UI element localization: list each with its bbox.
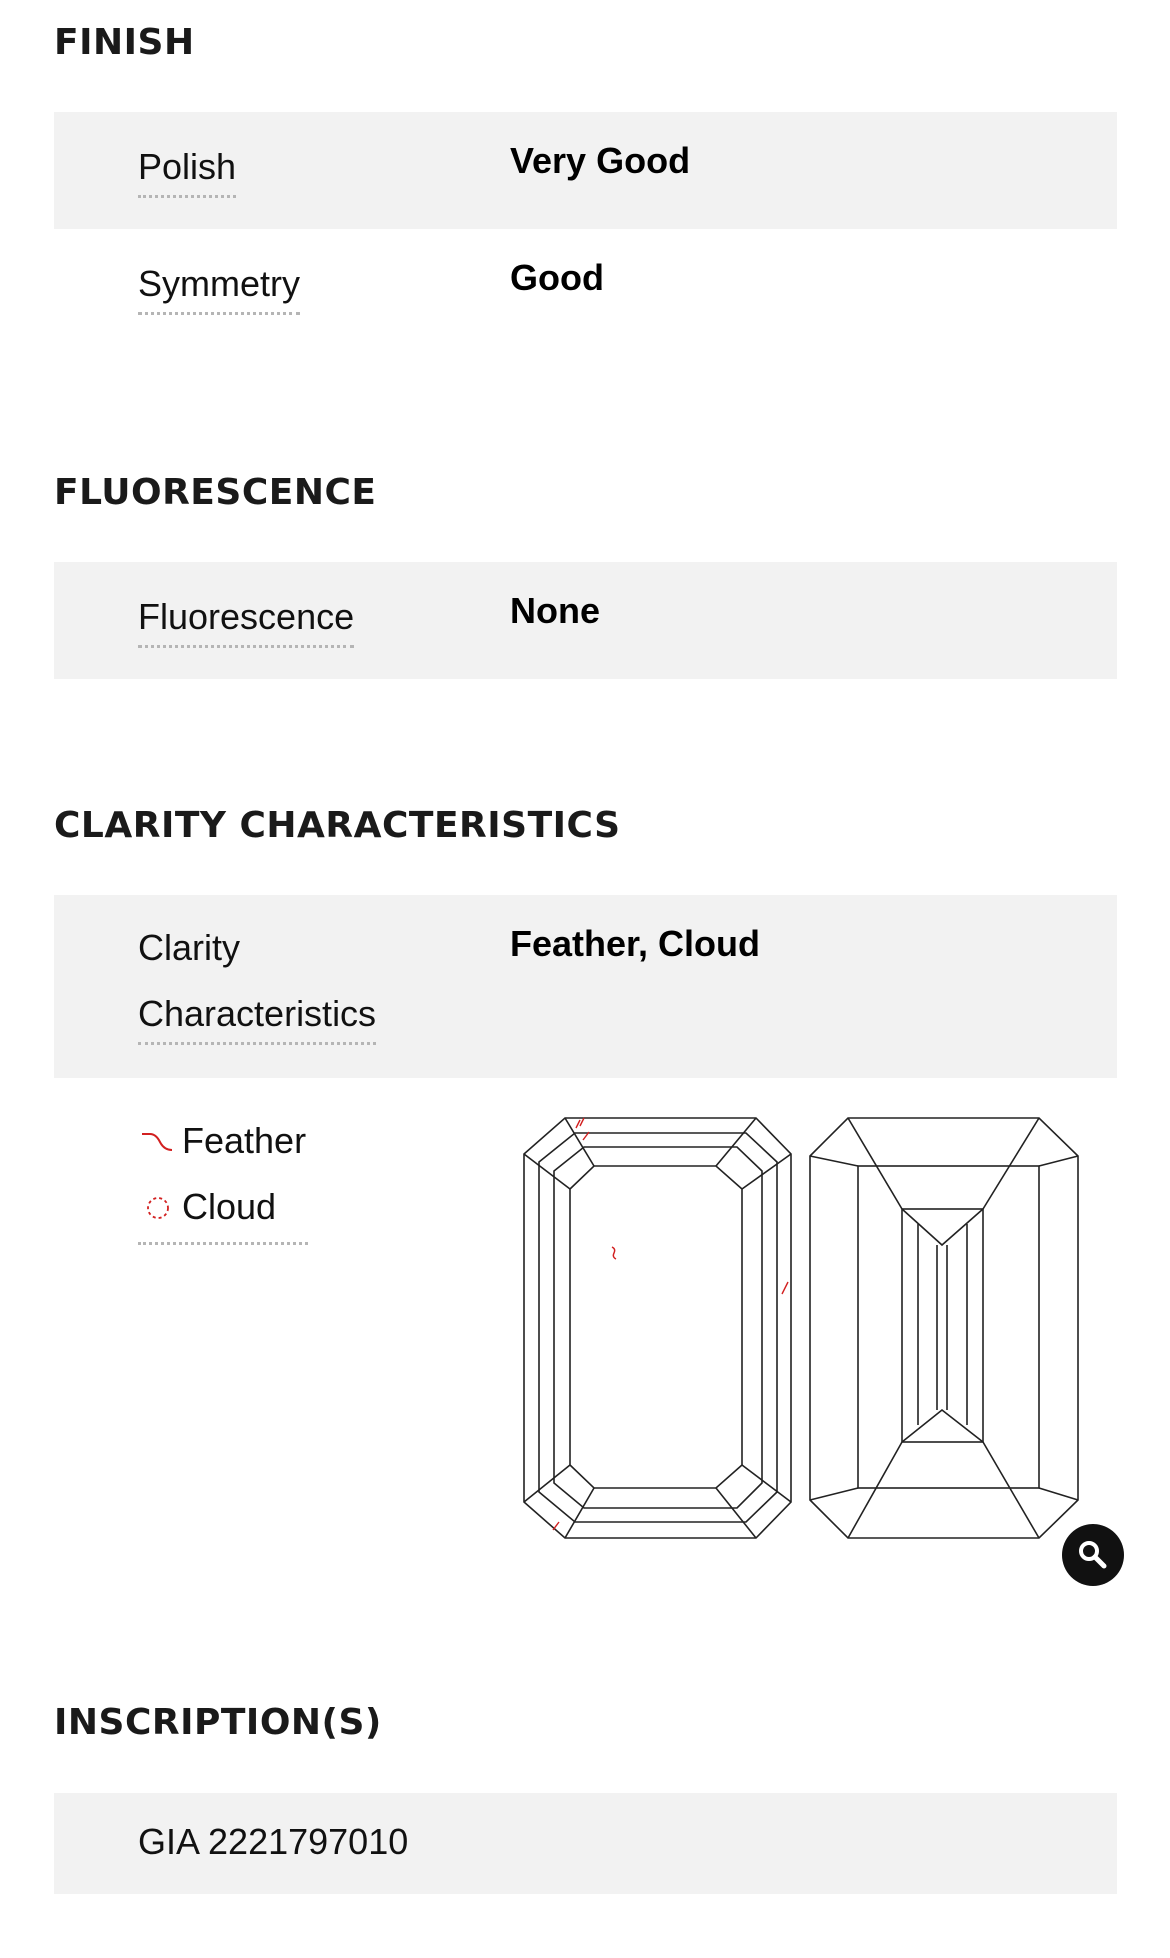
legend-item-feather	[138, 1108, 308, 1174]
inclusion-marks	[553, 1118, 788, 1530]
symmetry-label[interactable]: Symmetry	[138, 261, 300, 315]
inscriptions-section-title: INSCRIPTION(S)	[54, 1702, 382, 1743]
zoom-button[interactable]	[1062, 1524, 1124, 1586]
clarity-value: Feather, Cloud	[510, 923, 761, 964]
clarity-legend	[138, 1108, 308, 1245]
clarity-label-line2[interactable]: Characteristics	[138, 991, 376, 1045]
crown-view	[524, 1118, 791, 1538]
legend-underline	[138, 1242, 308, 1245]
inscription-value: GIA 2221797010	[138, 1821, 409, 1862]
feather-symbol-icon	[138, 1126, 176, 1156]
cloud-symbol-icon	[138, 1192, 176, 1222]
clarity-label-line1: Clarity	[138, 927, 241, 968]
clarity-row	[54, 895, 1117, 1078]
symmetry-value: Good	[510, 257, 604, 298]
legend-label-cloud: Cloud	[182, 1186, 277, 1227]
finish-row-polish	[54, 112, 1117, 229]
finish-section-title: FINISH	[54, 22, 195, 63]
fluorescence-value: None	[510, 590, 600, 631]
polish-value: Very Good	[510, 140, 691, 181]
finish-row-symmetry	[54, 229, 1117, 346]
pavilion-view	[810, 1118, 1078, 1538]
inscriptions-row	[54, 1793, 1117, 1894]
polish-label[interactable]: Polish	[138, 144, 236, 198]
legend-item-cloud	[138, 1174, 308, 1240]
legend-label-feather: Feather	[182, 1120, 307, 1161]
fluorescence-row	[54, 562, 1117, 679]
emerald-cut-plot-diagram	[520, 1110, 1080, 1550]
fluorescence-label[interactable]: Fluorescence	[138, 594, 354, 648]
clarity-section-title: CLARITY CHARACTERISTICS	[54, 805, 621, 846]
magnifier-icon	[1076, 1538, 1110, 1572]
fluorescence-section-title: FLUORESCENCE	[54, 472, 377, 513]
